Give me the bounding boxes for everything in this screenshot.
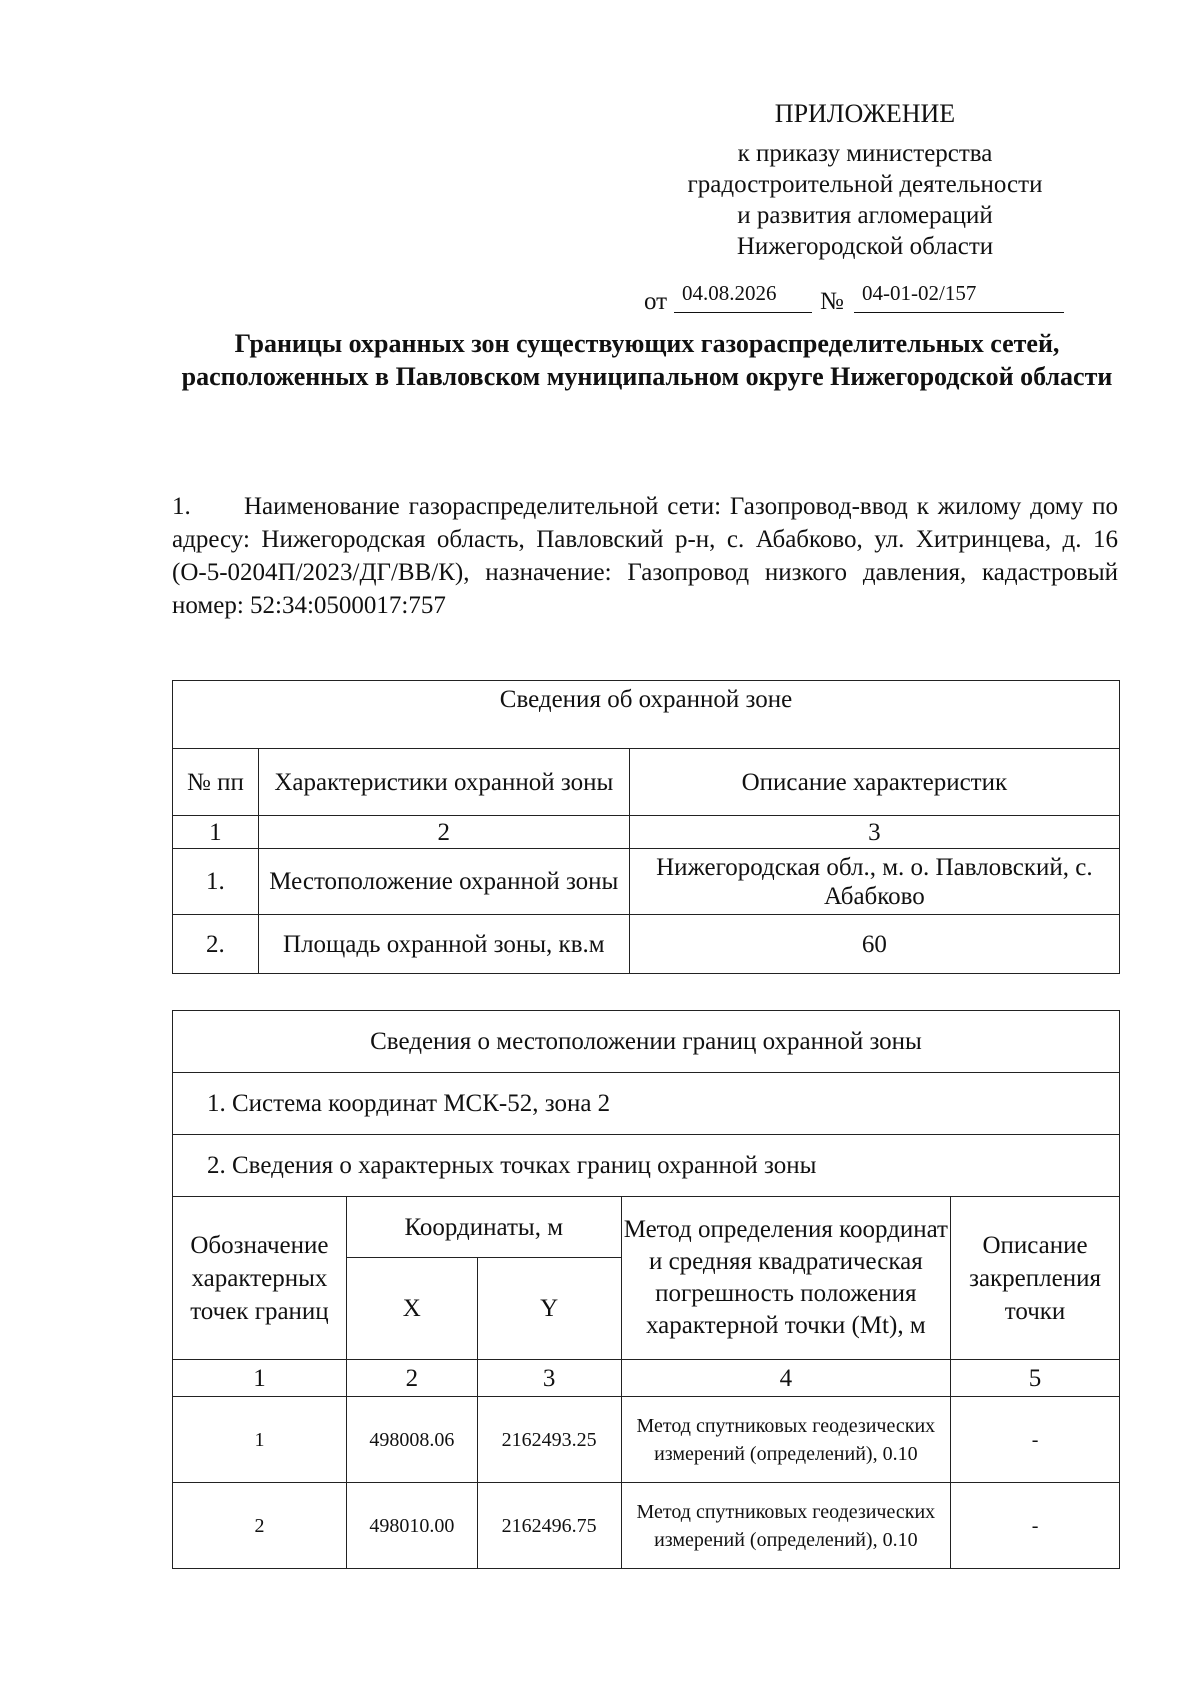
point-method: Метод спутниковых геодезических измерений (определений), 0.10 [621, 1483, 950, 1569]
points-table-caption: Сведения о местоположении границ охранной зоны [173, 1011, 1120, 1073]
point-x: 498010.00 [346, 1483, 477, 1569]
network-description [172, 490, 1118, 622]
col-number-3: 3 [477, 1360, 621, 1397]
date-label: от [644, 288, 668, 315]
point-fixing: - [951, 1483, 1120, 1569]
point-id: 1 [173, 1397, 347, 1483]
table-row [173, 1397, 1120, 1483]
point-y: 2162493.25 [477, 1397, 621, 1483]
boundary-points-table [172, 1010, 1120, 1569]
row-number: 1. [173, 849, 259, 915]
header-line-3: и развития агломераций [737, 202, 993, 229]
header-method: Метод определения координат и средняя квадратическая погрешность положения характерной точки (Mt), м [621, 1197, 950, 1360]
table-row [173, 849, 1120, 915]
date-underline [674, 312, 812, 313]
point-y: 2162496.75 [477, 1483, 621, 1569]
col-number-4: 4 [621, 1360, 950, 1397]
col-number-5: 5 [951, 1360, 1120, 1397]
row-characteristic: Местоположение охранной зоны [258, 849, 629, 915]
header-line-4: Нижегородской области [736, 233, 994, 260]
order-reference [644, 281, 1130, 321]
point-x: 498008.06 [346, 1397, 477, 1483]
point-id: 2 [173, 1483, 347, 1569]
order-date: 04.08.2026 [682, 281, 777, 305]
table-row [173, 915, 1120, 974]
header-fixing: Описание закрепления точки [951, 1197, 1120, 1360]
header-characteristics: Характеристики охранной зоны [258, 749, 629, 816]
number-label: № [820, 288, 844, 315]
header-number: № пп [173, 749, 259, 816]
document-title: Границы охранных зон существующих газораспределительных сетей, расположенных в Павловском муниципальном округе Нижегородской области [181, 329, 1113, 391]
header-y: Y [477, 1258, 621, 1360]
item-number: 1. [172, 493, 191, 520]
col-number-2: 2 [258, 816, 629, 849]
appendix-title: ПРИЛОЖЕНИЕ [774, 99, 956, 128]
number-underline [854, 312, 1064, 313]
coordinate-system: 1. Система координат МСК-52, зона 2 [173, 1073, 1120, 1135]
points-section-title: 2. Сведения о характерных точках границ охранной зоны [173, 1135, 1120, 1197]
col-number-3: 3 [629, 816, 1119, 849]
header-description: Описание характеристик [629, 749, 1119, 816]
header-x: X [346, 1258, 477, 1360]
col-number-2: 2 [346, 1360, 477, 1397]
header-line-1: к приказу министерства [737, 140, 993, 167]
zone-table-caption: Сведения об охранной зоне [173, 681, 1120, 749]
row-value: 60 [629, 915, 1119, 974]
col-number-1: 1 [173, 816, 259, 849]
item-text: Наименование газораспределительной сети: Газопровод-ввод к жилому дому по адресу: Нижегородская область, Павловский р-н, с. Абабково, ул. Хитринцева, д. 16 (О-5-0204П/2023/ДГ/ВВ/К), назначение: Газопровод низкого давления, кадастровый номер: 52:34:0500017:757 [172, 493, 1118, 619]
table-row [173, 1483, 1120, 1569]
point-fixing: - [951, 1397, 1120, 1483]
col-number-1: 1 [173, 1360, 347, 1397]
row-characteristic: Площадь охранной зоны, кв.м [258, 915, 629, 974]
header-coordinates: Координаты, м [346, 1197, 621, 1258]
zone-info-table [172, 680, 1120, 974]
header-line-2: градостроительной деятельности [687, 171, 1043, 198]
header-designation: Обозначение характерных точек границ [173, 1197, 347, 1360]
order-number: 04-01-02/157 [862, 281, 977, 305]
point-method: Метод спутниковых геодезических измерений (определений), 0.10 [621, 1397, 950, 1483]
row-number: 2. [173, 915, 259, 974]
row-value: Нижегородская обл., м. о. Павловский, с. Абабково [629, 849, 1119, 915]
